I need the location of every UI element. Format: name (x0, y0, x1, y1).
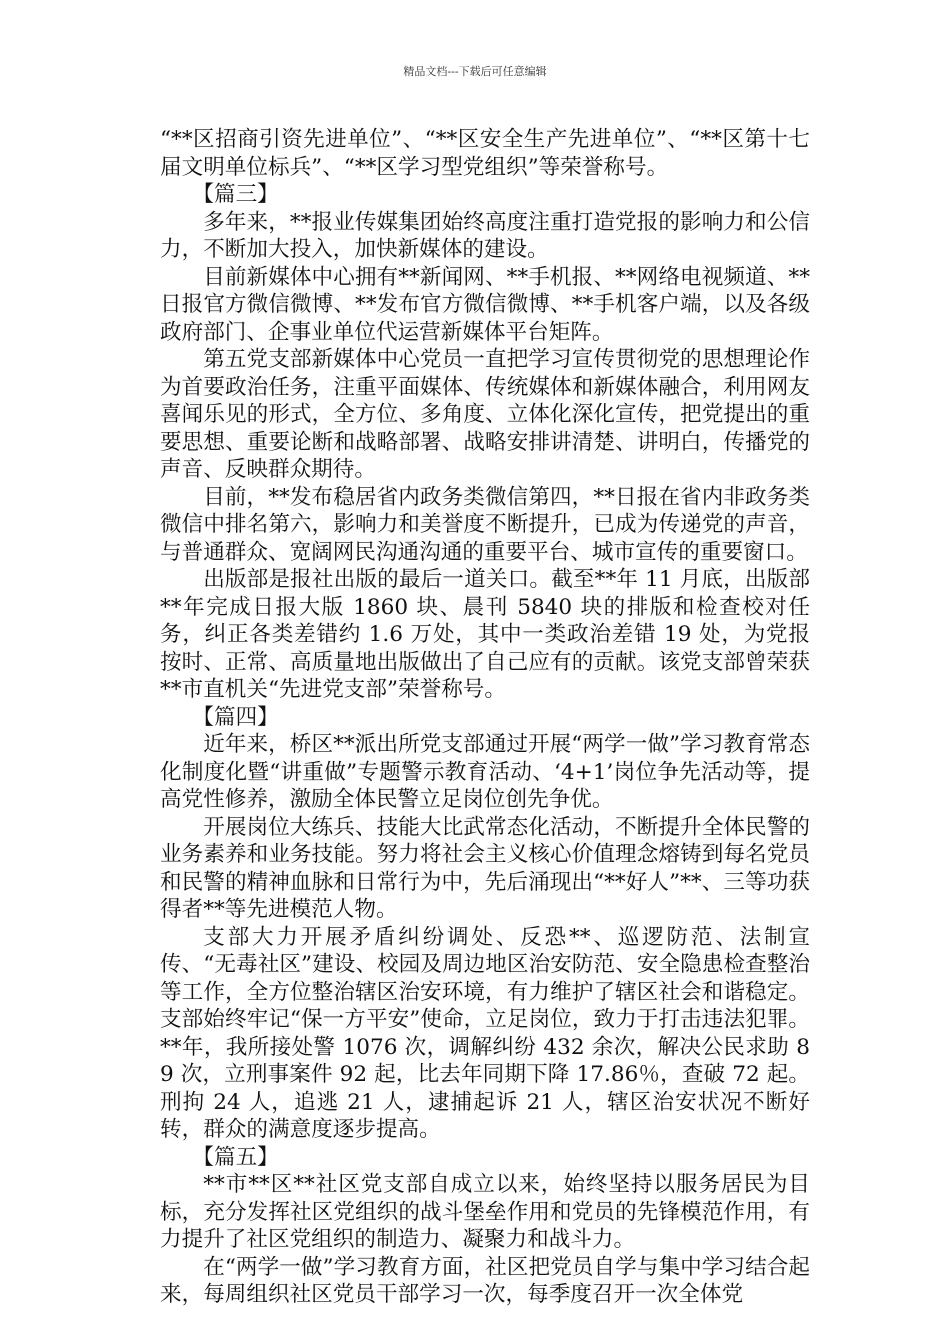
paragraph: 目前，**发布稳居省内政务类微信第四，**日报在省内非政务类微信中排名第六，影响力和美誉度不断提升，已成为传递党的声音，与普通群众、宽阔网民沟通沟通的重要平台、城市宣传的重要窗口。 (160, 484, 810, 565)
paragraph: 开展岗位大练兵、技能大比武常态化活动，不断提升全体民警的业务素养和业务技能。努力将社会主义核心价值理念熔铸到每名党员和民警的精神血脉和日常行为中，先后涌现出“**好人”**、三等功获得者**等先进模范人物。 (160, 814, 810, 922)
paragraph: 多年来，**报业传媒集团始终高度注重打造党报的影响力和公信力，不断加大投入，加快新媒体的建设。 (160, 209, 810, 262)
section-heading-3: 【篇三】 (192, 182, 279, 207)
paragraph: **市**区**社区党支部自成立以来，始终坚持以服务居民为目标，充分发挥社区党组织的战斗堡垒作用和党员的先锋模范作用，有力提升了社区党组织的制造力、凝聚力和战斗力。 (160, 1172, 810, 1252)
section-heading-4: 【篇四】 (192, 704, 279, 730)
paragraph: 第五党支部新媒体中心党员一直把学习宣传贯彻党的思想理论作为首要政治任务，注重平面媒体、传统媒体和新媒体融合，利用网友喜闻乐见的形式，全方位、多角度、立体化深化宣传，把党提出的重要思想、重要论断和战略部署、战略安排讲清楚、讲明白，传播党的声音、反映群众期待。 (160, 347, 810, 482)
document-body (160, 126, 810, 1309)
section-heading-5: 【篇五】 (192, 1144, 279, 1170)
page-header: 精品文档---下载后可任意编辑 (403, 65, 547, 78)
paragraph: 支部大力开展矛盾纠纷调处、反恐**、巡逻防范、法制宣传、“无毒社区”建设、校园及周边地区治安防范、安全隐患检查整治等工作，全方位整治辖区治安环境，有力维护了辖区社会和谐稳定。支部始终牢记“保一方平安”使命，立足岗位，致力于打击违法犯罪。**年，我所接处警 1076 次，调解纠纷 432 余次，解决公民求助 89 次，立刑事案件 92 起，比去年同期下降 17.86％，查破 72 起。刑拘 24 人，追逃 21 人，逮捕起诉 21 人，辖区治安状况不断好转，群众的满意度逐步提高。 (160, 924, 810, 1142)
paragraph: 近年来，桥区**派出所党支部通过开展“两学一做”学习教育常态化制度化暨“讲重做”专题警示教育活动、‘4+1’岗位争先活动等，提高党性修养，激励全体民警立足岗位创先争优。 (160, 732, 810, 812)
paragraph: 目前新媒体中心拥有**新闻网、**手机报、**网络电视频道、**日报官方微信微博、**发布官方微信微博、**手机客户端，以及各级政府部门、企事业单位代运营新媒体平台矩阵。 (160, 264, 810, 345)
paragraph: 在“两学一做”学习教育方面，社区把党员自学与集中学习结合起来，每周组织社区党员干部学习一次，每季度召开一次全体党 (160, 1254, 810, 1307)
paragraph: 出版部是报社出版的最后一道关口。截至**年 11 月底，出版部**年完成日报大版 1860 块、晨刊 5840 块的排版和检查校对任务，纠正各类差错约 1.6 万处，其中一类政治差错 19 处，为党报按时、正常、高质量地出版做出了自己应有的贡献。该党支部曾荣获**市直机关“先进党支部”荣誉称号。 (160, 567, 810, 702)
paragraph-continued: “**区招商引资先进单位”、“**区安全生产先进单位”、“**区第十七届文明单位标兵”、“**区学习型党组织”等荣誉称号。 (160, 127, 810, 180)
